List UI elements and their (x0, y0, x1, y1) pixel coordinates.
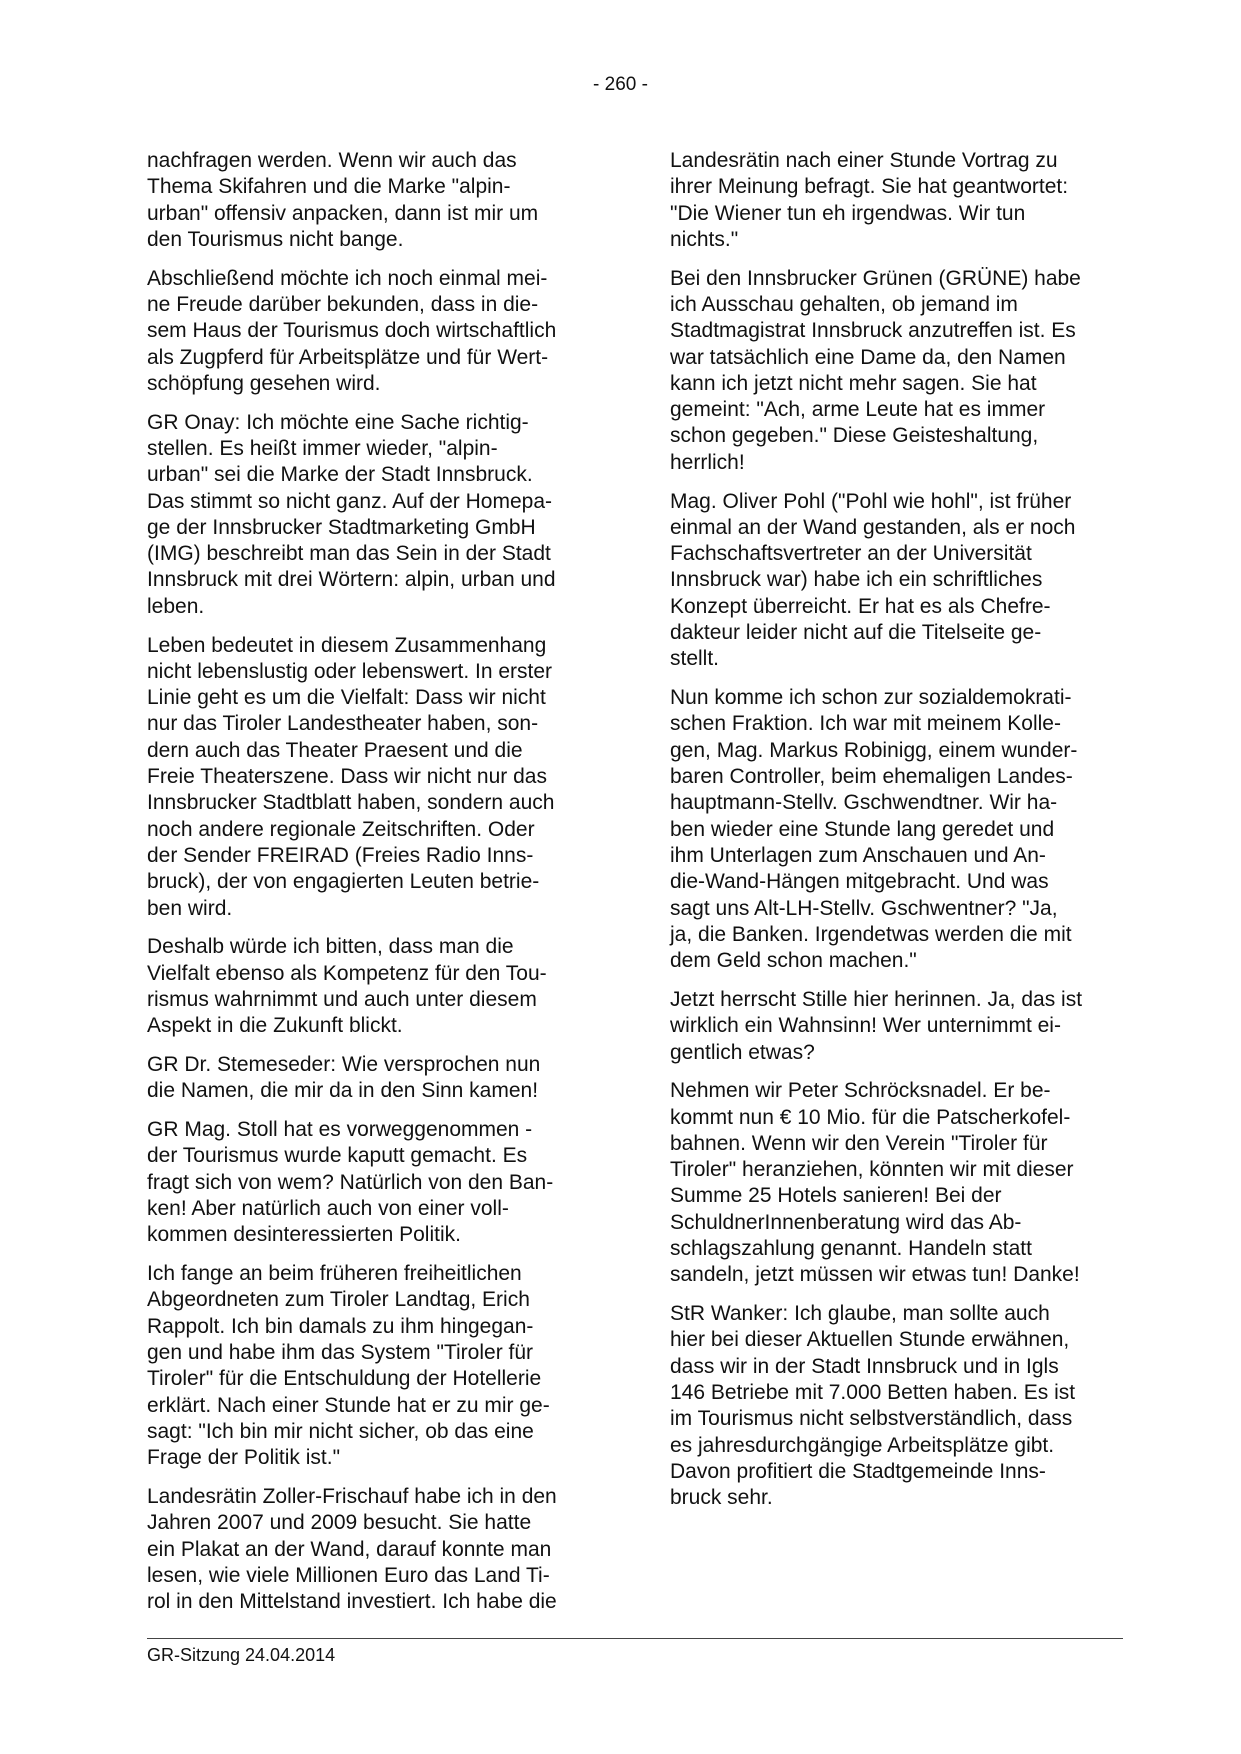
paragraph: Landesrätin Zoller-Frischauf habe ich in den Jahren 2007 und 2009 besucht. Sie hatte ein Plakat an der Wand, darauf konnte man lesen, wie viele Millionen Euro das Land Ti- rol in den Mittelstand investiert. Ich habe die (147, 1484, 557, 1614)
paragraph: Ich fange an beim früheren freiheitlichen Abgeordneten zum Tiroler Landtag, Erich Rappolt. Ich bin damals zu ihm hingegan- gen und habe ihm das System "Tiroler für Tiroler" für die Entschuldung der Hotellerie erklärt. Nach einer Stunde hat er zu mir ge- sagt: "Ich bin mir nicht sicher, ob das eine Frage der Politik ist." (147, 1262, 550, 1470)
right-column (670, 148, 1120, 1524)
paragraph: Mag. Oliver Pohl ("Pohl wie hohl", ist früher einmal an der Wand gestanden, als er noch Fachschaftsvertreter an der Universität Innsbruck war) habe ich ein schriftliches Konzept überreicht. Er hat es als Chefre- dakteur leider nicht auf die Titelseite ge- stellt. (670, 489, 1076, 671)
paragraph: Landesrätin nach einer Stunde Vortrag zu ihrer Meinung befragt. Sie hat geantwortet: "Die Wiener tun eh irgendwas. Wir tun nichts." (670, 149, 1069, 251)
page-number: - 260 - (593, 74, 648, 95)
paragraph: Nehmen wir Peter Schröcksnadel. Er be- kommt nun € 10 Mio. für die Patscherkofel- bahnen. Wenn wir den Verein "Tiroler für Tiroler" heranziehen, könnten wir mit dieser Summe 25 Hotels sanieren! Bei der SchuldnerInnenberatung wird das Ab- schlagszahlung genannt. Handeln statt sandeln, jetzt müssen wir etwas tun! Danke! (670, 1079, 1080, 1287)
paragraph: StR Wanker: Ich glaube, man sollte auch hier bei dieser Aktuellen Stunde erwähnen, dass wir in der Stadt Innsbruck und in Igls 146 Betriebe mit 7.000 Betten haben. Es ist im Tourismus nicht selbstverständlich, dass es jahresdurchgängige Arbeitsplätze gibt. Davon profitiert die Stadtgemeinde Inns- bruck sehr. (670, 1302, 1076, 1510)
footer-text: GR-Sitzung 24.04.2014 (147, 1645, 336, 1665)
paragraph: GR Dr. Stemeseder: Wie versprochen nun die Namen, die mir da in den Sinn kamen! (147, 1053, 541, 1103)
paragraph: Abschließend möchte ich noch einmal mei- ne Freude darüber bekunden, dass in die- sem Haus der Tourismus doch wirtschaftlich als Zugpferd für Arbeitsplätze und für Wert- schöpfung gesehen wird. (147, 266, 557, 395)
paragraph: Nun komme ich schon zur sozialdemokrati- schen Fraktion. Ich war mit meinem Kolle- gen, Mag. Markus Robinigg, einem wunder- baren Controller, beim ehemaligen Landes- hauptmann-Stellv. Gschwendtner. Wir ha- ben wieder eine Stunde lang geredet und ihm Unterlagen zum Anschauen und An- die-Wand-Hängen mitgebracht. Und was sagt uns Alt-LH-Stellv. Gschwentner? "Ja, ja, die Banken. Irgendetwas werden die mit dem Geld schon machen." (670, 686, 1078, 973)
left-column (147, 148, 597, 1628)
paragraph: nachfragen werden. Wenn wir auch das Thema Skifahren und die Marke "alpin- urban" offensiv anpacken, dann ist mir um den Tourismus nicht bange. (147, 149, 539, 251)
paragraph: Leben bedeutet in diesem Zusammenhang nicht lebenslustig oder lebenswert. In erster Linie geht es um die Vielfalt: Dass wir nicht nur das Tiroler Landestheater haben, son- dern auch das Theater Praesent und die Freie Theaterszene. Dass wir nicht nur das Innsbrucker Stadtblatt haben, sondern auch noch andere regionale Zeitschriften. Oder der Sender FREIRAD (Freies Radio Inns- bruck), der von engagierten Leuten betrie- ben wird. (147, 633, 555, 920)
paragraph: Jetzt herrscht Stille hier herinnen. Ja, das ist wirklich ein Wahnsinn! Wer unternimmt ei- gentlich etwas? (670, 987, 1083, 1064)
paragraph: Bei den Innsbrucker Grünen (GRÜNE) habe ich Ausschau gehalten, ob jemand im Stadtmagistrat Innsbruck anzutreffen ist. Es war tatsächlich eine Dame da, den Namen kann ich jetzt nicht mehr sagen. Sie hat gemeint: "Ach, arme Leute hat es immer schon gegeben." Diese Geisteshaltung, herrlich! (670, 266, 1081, 474)
paragraph: GR Onay: Ich möchte eine Sache richtig- stellen. Es heißt immer wieder, "alpin- urban" sei die Marke der Stadt Innsbruck. Das stimmt so nicht ganz. Auf der Homepa- ge der Innsbrucker Stadtmarketing GmbH (IMG) beschreibt man das Sein in der Stadt Innsbruck mit drei Wörtern: alpin, urban und leben. (147, 410, 556, 618)
paragraph: GR Mag. Stoll hat es vorweggenommen - der Tourismus wurde kaputt gemacht. Es fragt sich von wem? Natürlich von den Ban- ken! Aber natürlich auch von einer voll- kommen desinteressierten Politik. (147, 1118, 554, 1247)
paragraph: Deshalb würde ich bitten, dass man die Vielfalt ebenso als Kompetenz für den Tou- rismus wahrnimmt und auch unter diesem Aspekt in die Zukunft blickt. (147, 935, 547, 1038)
footer-divider (147, 1638, 1123, 1639)
